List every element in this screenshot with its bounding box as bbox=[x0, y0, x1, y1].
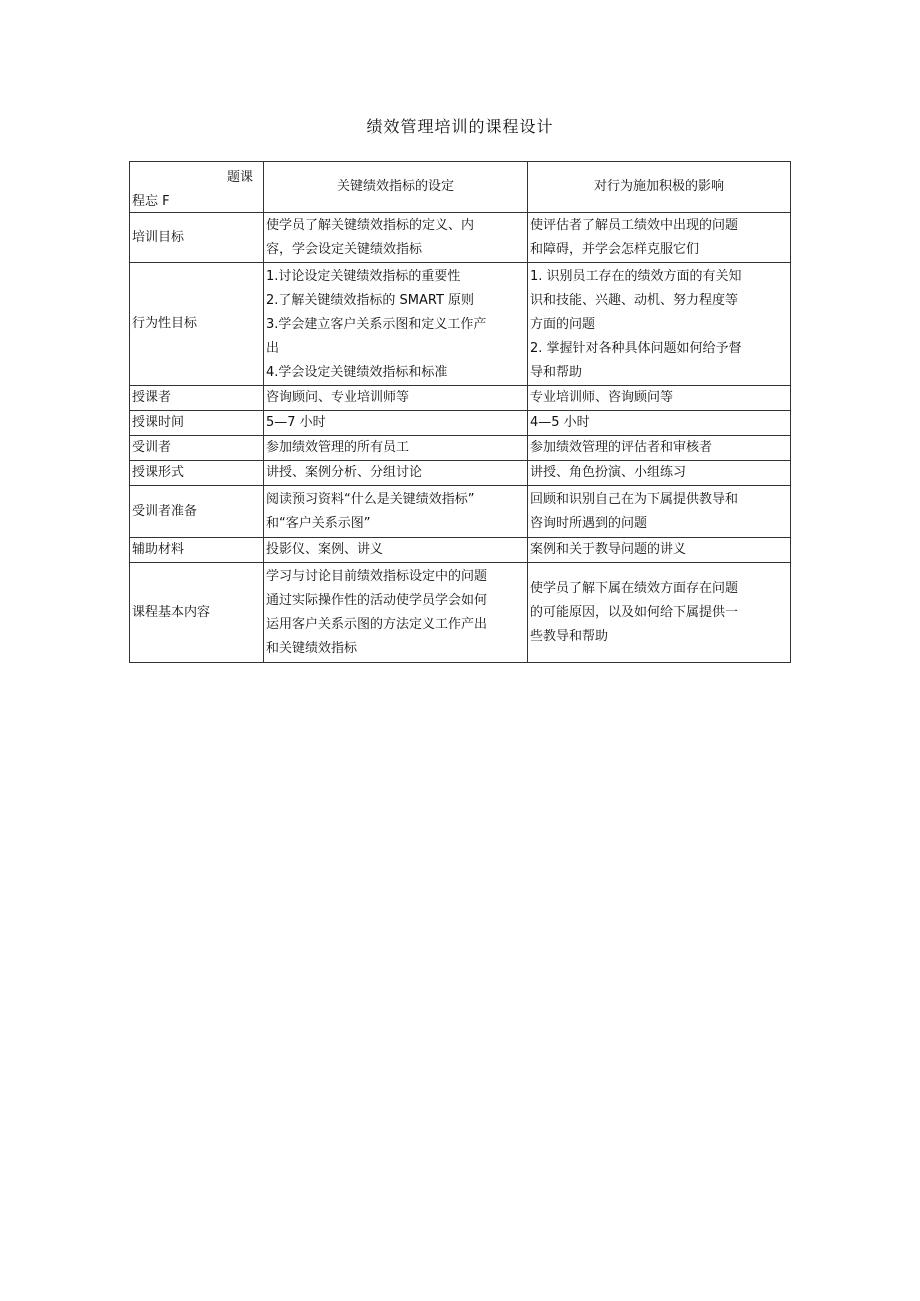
cell-line: 投影仪、案例、讲义 bbox=[266, 542, 384, 557]
row-label: 受训者 bbox=[130, 436, 264, 461]
corner-bottom-text: 程忘 F bbox=[132, 194, 170, 209]
row-col1-cell bbox=[264, 486, 528, 538]
table-row bbox=[130, 563, 791, 663]
cell-line: 2.了解关键绩效指标的 SMART 原则 bbox=[266, 293, 475, 308]
cell-line: 1.讨论设定关键绩效指标的重要性 bbox=[266, 269, 461, 284]
cell-line: 使学员了解下属在绩效方面存在问题 bbox=[530, 580, 739, 596]
document-title: 绩效管理培训的课程设计 bbox=[366, 117, 554, 136]
table-header-row bbox=[130, 162, 791, 213]
row-col1-cell bbox=[264, 386, 528, 411]
cell-line: 和“客户关系示图” bbox=[266, 515, 371, 531]
cell-line: 些教导和帮助 bbox=[530, 628, 609, 644]
table-row bbox=[130, 213, 791, 263]
cell-line: 阅读预习资料“什么是关键绩效指标” bbox=[266, 491, 475, 507]
cell-line: 2. 掌握针对各种具体问题如何给予督 bbox=[530, 341, 742, 356]
table-row bbox=[130, 263, 791, 386]
row-col1-cell bbox=[264, 213, 528, 263]
cell-line: 通过实际操作性的活动使学员学会如何 bbox=[266, 592, 488, 608]
row-col2-cell bbox=[528, 461, 791, 486]
cell-line: 咨询时所遇到的问题 bbox=[530, 515, 648, 531]
table-row bbox=[130, 461, 791, 486]
cell-line: 方面的问题 bbox=[530, 317, 596, 332]
row-label: 授课形式 bbox=[130, 461, 264, 486]
row-col1-cell bbox=[264, 411, 528, 436]
row-label: 辅助材料 bbox=[130, 538, 264, 563]
cell-line: 学习与讨论目前绩效指标设定中的问题 bbox=[266, 568, 488, 584]
cell-line: 使学员了解关键绩效指标的定义、内 bbox=[266, 217, 475, 233]
course-design-table bbox=[129, 161, 791, 663]
header-course-1: 关键绩效指标的设定 bbox=[264, 162, 528, 213]
table-row bbox=[130, 436, 791, 461]
cell-line: 3.学会建立客户关系示图和定义工作产 bbox=[266, 317, 487, 332]
table-row bbox=[130, 386, 791, 411]
row-label: 授课时间 bbox=[130, 411, 264, 436]
row-label: 行为性目标 bbox=[130, 263, 264, 386]
cell-line: 识和技能、兴趣、动机、努力程度等 bbox=[530, 293, 739, 308]
table-row bbox=[130, 411, 791, 436]
cell-line: 运用客户关系示图的方法定义工作产出 bbox=[266, 616, 488, 632]
cell-line: 回顾和识别自己在为下属提供教导和 bbox=[530, 491, 739, 507]
corner-top-text: 题课 bbox=[226, 170, 253, 185]
cell-line: 参加绩效管理的评估者和审核者 bbox=[530, 440, 713, 455]
cell-line: 使评估者了解员工绩效中出现的问题 bbox=[530, 217, 739, 233]
cell-line: 专业培训师、咨询顾问等 bbox=[530, 390, 674, 405]
table-row bbox=[130, 486, 791, 538]
cell-line: 4—5 小时 bbox=[530, 415, 590, 430]
row-col1-cell bbox=[264, 461, 528, 486]
row-col2-cell bbox=[528, 213, 791, 263]
cell-line: 4.学会设定关键绩效指标和标准 bbox=[266, 365, 448, 380]
row-col1-cell bbox=[264, 563, 528, 663]
row-col1-cell bbox=[264, 436, 528, 461]
cell-line: 参加绩效管理的所有员工 bbox=[266, 440, 410, 455]
row-col2-cell bbox=[528, 263, 791, 386]
cell-line: 出 bbox=[266, 341, 280, 356]
cell-line: 的可能原因，以及如何给下属提供一 bbox=[530, 604, 739, 620]
cell-line: 案例和关于教导问题的讲义 bbox=[530, 542, 687, 557]
row-label: 课程基本内容 bbox=[130, 563, 264, 663]
cell-line: 讲授、案例分析、分组讨论 bbox=[266, 465, 423, 480]
row-label: 受训者准备 bbox=[130, 486, 264, 538]
header-course-2: 对行为施加积极的影响 bbox=[528, 162, 791, 213]
row-col1-cell bbox=[264, 263, 528, 386]
cell-line: 5—7 小时 bbox=[266, 415, 326, 430]
row-col2-cell bbox=[528, 386, 791, 411]
cell-line: 容，学会设定关键绩效指标 bbox=[266, 241, 423, 257]
row-col2-cell bbox=[528, 436, 791, 461]
row-col2-cell bbox=[528, 563, 791, 663]
row-col2-cell bbox=[528, 411, 791, 436]
cell-line: 和关键绩效指标 bbox=[266, 640, 358, 656]
row-label: 授课者 bbox=[130, 386, 264, 411]
cell-line: 讲授、角色扮演、小组练习 bbox=[530, 465, 687, 480]
header-corner-cell bbox=[130, 162, 264, 213]
row-col1-cell bbox=[264, 538, 528, 563]
table-row bbox=[130, 538, 791, 563]
cell-line: 1. 识别员工存在的绩效方面的有关知 bbox=[530, 269, 742, 284]
row-label: 培训目标 bbox=[130, 213, 264, 263]
cell-line: 和障碍，并学会怎样克服它们 bbox=[530, 241, 700, 257]
cell-line: 咨询顾问、专业培训师等 bbox=[266, 390, 410, 405]
row-col2-cell bbox=[528, 538, 791, 563]
cell-line: 导和帮助 bbox=[530, 365, 583, 380]
row-col2-cell bbox=[528, 486, 791, 538]
